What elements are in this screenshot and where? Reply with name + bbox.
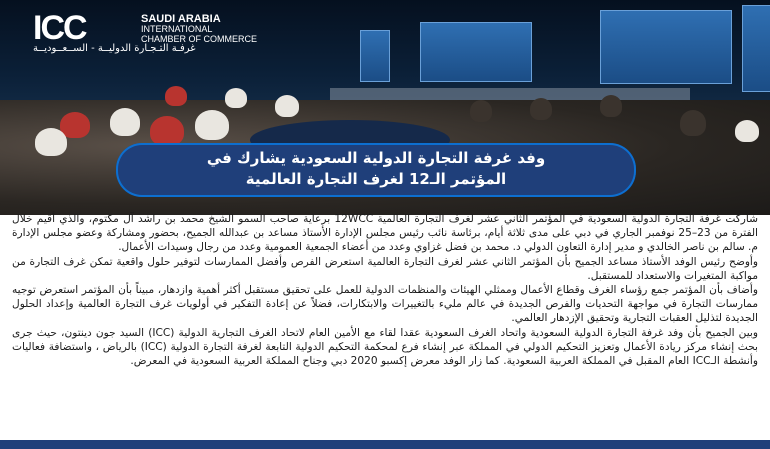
audience-head — [470, 100, 492, 122]
audience-head — [195, 110, 229, 140]
audience-head — [150, 116, 184, 146]
audience-head — [35, 128, 67, 156]
footer-bar — [0, 440, 770, 449]
audience-head — [110, 108, 140, 136]
headline-line-2: المؤتمر الـ12 لغرف التجارة العالمية — [245, 170, 507, 188]
stage-screen-left — [360, 30, 390, 82]
article-paragraph-1: شاركت غرفة التجارة الدولية السعودية في المؤتمر الثاني عشر لغرف التجارة العالمية 12WCC برعاية صاحب السمو الشيخ محمد بن راشد آل مكتوم، والذي أقيم خلال الفترة من 23–25 نوفمبر الجاري في دبي على مدى ثلاثة أيام، برئاسة نائب رئيس مجلس الإدارة الأستاذ مساعد بن عبدالله الجميح، بحضور ومشاركة وعضو مجلس الإدارة م. سالم بن ناصر الخالدي و مدير إدارة التعاون الدولي د. محمد بن فضل غزاوي وعدد من أعضاء الجمعية العمومية وعدد من رجال وسيدات الأعمال. — [12, 213, 758, 254]
audience-head — [275, 95, 299, 117]
headline — [116, 148, 636, 190]
audience-head — [600, 95, 622, 117]
audience-head — [165, 86, 187, 106]
logo-line-2: INTERNATIONAL — [141, 24, 213, 34]
headline-line-1: وفد غرفة التجارة الدولية السعودية يشارك في — [206, 149, 546, 167]
logo-english — [141, 14, 257, 44]
audience-head — [225, 88, 247, 108]
stage-screen-center — [420, 22, 532, 82]
logo-line-3: CHAMBER OF COMMERCE — [141, 34, 258, 44]
audience-head — [530, 98, 552, 120]
audience-head — [680, 110, 706, 136]
stage-screen-far-right — [742, 5, 770, 92]
audience-head — [735, 120, 759, 142]
logo-arabic: غرفـة التـجـارة الدوليــة - الســعــوديــة — [33, 43, 196, 54]
article-paragraph-2: وأوضح رئيس الوفد الأستاذ مساعد الجميح بأن المؤتمر الثاني عشر لغرف التجارة العالمية استعرض الفرص وأفضل الممارسات لتوفير حلول واقعية تمكن غرف التجارة من مواكبة المتغيرات والاستعداد للمستقبل. — [12, 255, 758, 282]
logo-line-1: SAUDI ARABIA — [141, 13, 221, 25]
icc-logo — [33, 11, 263, 53]
stage-screen-right — [600, 10, 732, 84]
article-paragraph-4: وبين الجميح بأن وفد غرفة التجارة الدولية السعودية واتحاد الغرف السعودية عقدا لقاء مع الأمين العام لاتحاد الغرف التجارية الدولية (ICC) السيد جون دينتون، حيث جرى بحث إنشاء مركز ريادة الأعمال وتعزيز التحكيم الدولي في المملكة عبر إنشاء فرع لمحكمة التحكيم الدولية التابعة لغرفة التجارة الدولية (ICC) بالرياض ، واستضافة فعاليات وأنشطة الـICC العام المقبل في المملكة العربية السعودية. كما زار الوفد معرض إكسبو 2020 دبي وجناح المملكة العربية السعودية في المعرض. — [12, 326, 758, 368]
article-body — [12, 212, 758, 368]
article-paragraph-3: وأضاف بأن المؤتمر جمع رؤساء الغرف وقطاع الأعمال وممثلي الهيئات والمنظمات الدولية للعمل على تحقيق مستقبل أكثر أهمية وازدهار، مبيناً بأن المؤتمر استعرض توجيه ممارسات التجارة في مواجهة التحديات والفرص الجديدة في عالم مليء بالتغييرات والابتكارات، فضلاً عن إعادة التفكير في أولويات غرف التجارة العالمية وإعداد الحلول الجديدة لتذليل العقبات التجارية وتحقيق الإزدهار العالمي. — [12, 284, 758, 325]
logo-mark: ICC — [33, 9, 86, 47]
